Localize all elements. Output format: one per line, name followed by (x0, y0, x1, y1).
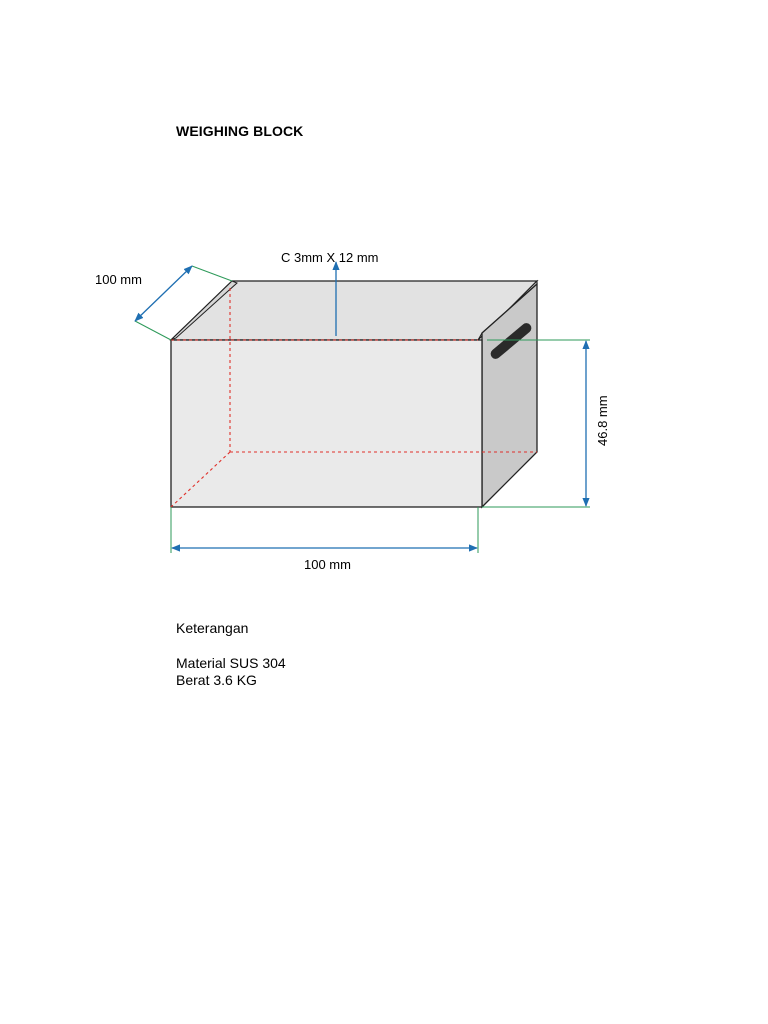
weight-note: Berat 3.6 KG (176, 672, 257, 688)
notes-heading: Keterangan (176, 620, 249, 636)
length-label: 100 mm (304, 557, 351, 572)
chamfer-label: C 3mm X 12 mm (281, 250, 379, 265)
material-note: Material SUS 304 (176, 655, 286, 671)
height-label: 46.8 mm (595, 395, 610, 446)
depth-dimension-line (135, 266, 192, 321)
notes-section (176, 620, 286, 689)
document-title: WEIGHING BLOCK (176, 123, 304, 139)
depth-label: 100 mm (95, 272, 142, 287)
block-front-face (171, 340, 482, 507)
